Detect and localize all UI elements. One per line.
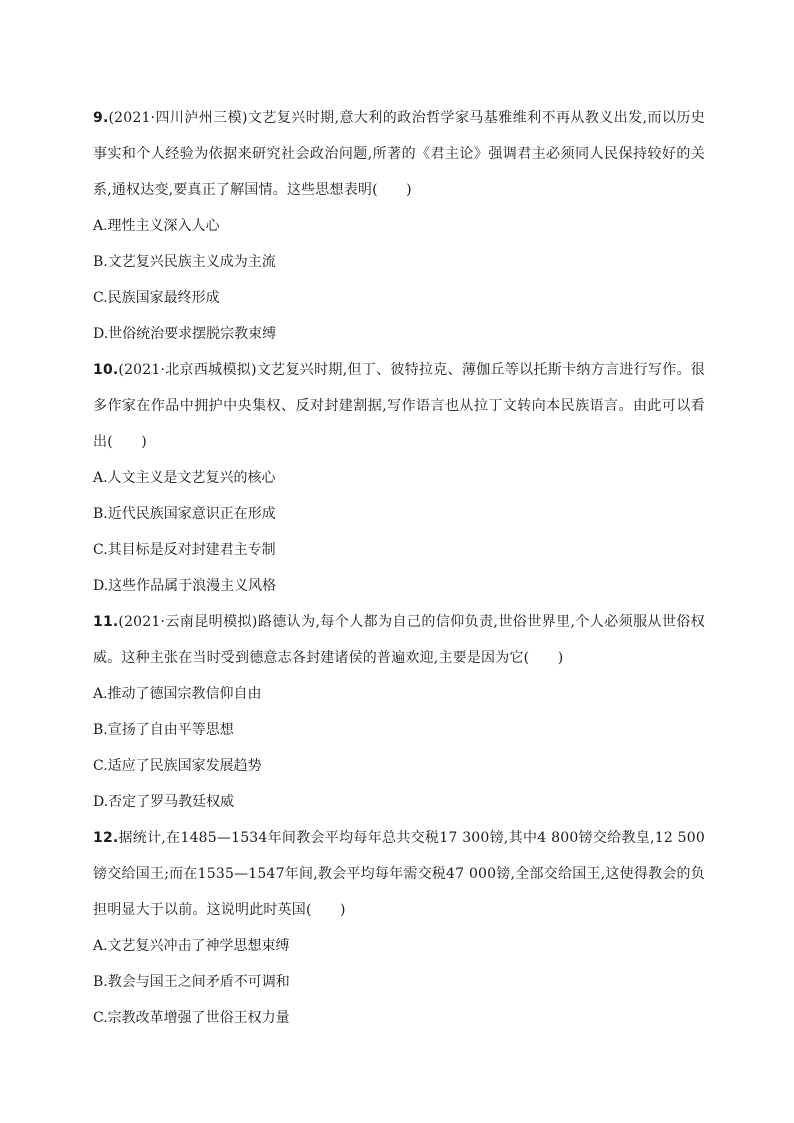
question-9 [93,100,705,352]
question-number: 11. [93,614,119,630]
option-a: A.推动了德国宗教信仰自由 [93,686,262,702]
question-text: (2021·云南昆明模拟)路德认为,每个人都为自己的信仰负责,世俗世界里,个人必须服从世俗权威。这种主张在当时受到德意志各封建诸侯的普遍欢迎,主要是因为它( ) [93,614,705,666]
option-b: B.宣扬了自由平等思想 [93,722,234,738]
option-c: C.民族国家最终形成 [93,290,220,306]
option-d: D.这些作品属于浪漫主义风格 [93,578,277,594]
question-text: (2021·四川泸州三模)文艺复兴时期,意大利的政治哲学家马基雅维利不再从教义出发,而以历史事实和个人经验为依据来研究社会政治问题,所著的《君主论》强调君主必须同人民保持较好的关系,通权达变,要真正了解国情。这些思想表明( ) [93,110,705,198]
option-a: A.理性主义深入人心 [93,218,220,234]
question-11 [93,604,705,820]
option-c: C.适应了民族国家发展趋势 [93,758,262,774]
question-stem [93,352,705,460]
question-stem [93,100,705,208]
option-d: D.否定了罗马教廷权威 [93,794,235,810]
question-number: 12. [93,830,119,846]
option-b: B.近代民族国家意识正在形成 [93,506,276,522]
option-c: C.宗教改革增强了世俗王权力量 [93,1010,290,1026]
option-a: A.文艺复兴冲击了神学思想束缚 [93,938,290,954]
option-b: B.教会与国王之间矛盾不可调和 [93,974,290,990]
document-page [93,100,705,1036]
option-b: B.文艺复兴民族主义成为主流 [93,254,276,270]
question-12 [93,820,705,1036]
question-stem [93,604,705,676]
question-number: 9. [93,110,109,126]
option-d: D.世俗统治要求摆脱宗教束缚 [93,326,277,342]
question-text: 据统计,在1485—1534年间教会平均每年总共交税17 300镑,其中4 800镑交给教皇,12 500镑交给国王;而在1535—1547年间,教会平均每年需交税47 000镑,全部交给国王,这使得教会的负担明显大于以前。这说明此时英国( ) [93,830,705,918]
question-number: 10. [93,362,119,378]
question-10 [93,352,705,604]
option-c: C.其目标是反对封建君主专制 [93,542,276,558]
option-a: A.人文主义是文艺复兴的核心 [93,470,276,486]
question-stem [93,820,705,928]
question-text: (2021·北京西城模拟)文艺复兴时期,但丁、彼特拉克、薄伽丘等以托斯卡纳方言进行写作。很多作家在作品中拥护中央集权、反对封建割据,写作语言也从拉丁文转向本民族语言。由此可以看出( ) [93,362,705,450]
